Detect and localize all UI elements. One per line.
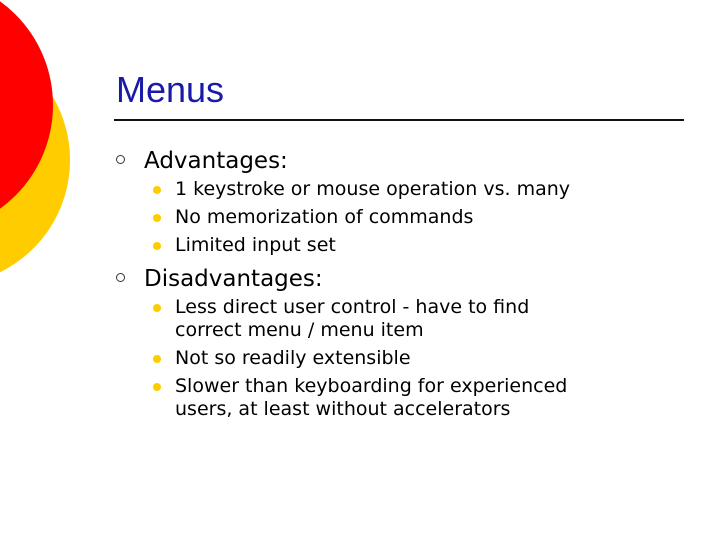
disadvantages-section — [114, 262, 694, 421]
list-item — [114, 178, 595, 201]
advantages-list — [114, 178, 694, 257]
disadvantages-heading: Disadvantages: — [144, 266, 323, 292]
disadvantages-heading-row — [114, 262, 694, 296]
list-item-text: Slower than keyboarding for experienced users, at least without accelerators — [175, 375, 568, 420]
list-item-text: 1 keystroke or mouse operation vs. many — [175, 178, 571, 200]
advantages-heading: Advantages: — [144, 148, 288, 174]
hollow-bullet-icon — [116, 155, 125, 164]
list-item-text: Limited input set — [175, 234, 336, 256]
slide-body — [114, 144, 694, 426]
bullet-dot-icon — [153, 355, 161, 363]
hollow-bullet-icon — [116, 273, 125, 282]
list-item-text: No memorization of commands — [175, 206, 474, 228]
list-item — [114, 347, 595, 370]
advantages-section — [114, 144, 694, 257]
disadvantages-list — [114, 296, 694, 421]
bullet-dot-icon — [153, 186, 161, 194]
decorative-circles — [0, 0, 80, 290]
bullet-dot-icon — [153, 214, 161, 222]
list-item — [114, 296, 595, 342]
bullet-dot-icon — [153, 242, 161, 250]
title-divider — [114, 119, 684, 121]
bullet-dot-icon — [153, 304, 161, 312]
bullet-dot-icon — [153, 383, 161, 391]
list-item-text: Less direct user control - have to find correct menu / menu item — [175, 296, 530, 341]
list-item — [114, 206, 595, 229]
advantages-heading-row — [114, 144, 694, 178]
list-item — [114, 234, 595, 257]
slide-title: Menus — [116, 69, 225, 110]
list-item-text: Not so readily extensible — [175, 347, 411, 369]
list-item — [114, 375, 595, 421]
